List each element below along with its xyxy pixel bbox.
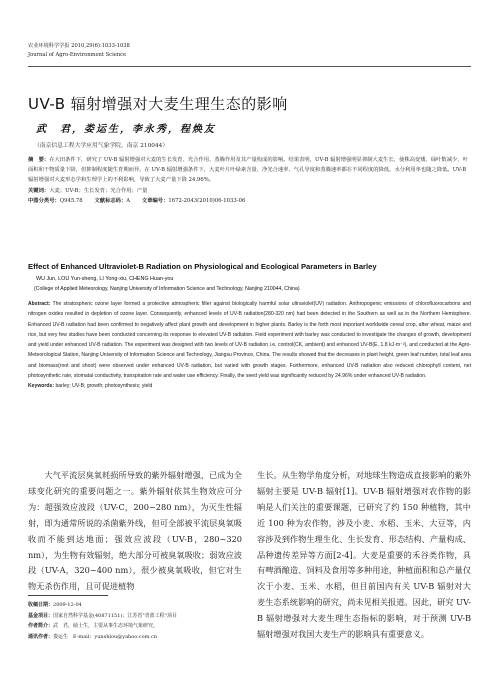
corresponding-label: 通讯作者： (28, 633, 54, 640)
keywords-cn: 大麦；UV-B；生长发育；光合作用；产量 (49, 187, 148, 194)
journal-name-en: Journal of Agro-Environment Science (28, 51, 127, 58)
affiliation-cn: （南京信息工程大学应用气象学院，南京 210044） (34, 143, 169, 149)
corresponding-author: 娄运生 E-mail：yunshlou@yahoo.com.cn (53, 633, 157, 640)
body-column-left (28, 468, 242, 595)
abstract-cn-text: 在大田条件下，研究了 UV-B 辐射增强对大麦的生长发育、光合作用、蒸腾作用及其产量构成的影响。结果表明，UV-B 辐射增强明显抑制大麦生长，使株高变矮、绿叶数减少、叶面积和干物质量下降，但抑制程度随生育期而异。在 UV-B 辐射增强条件下，大麦叶片叶绿素含量、净光合速率、气孔导度和蒸腾速率都在不同程度的降低，水分利用率也随之降低。UV-B 辐射增强对大麦形态学和生理学上的不利影响，导致了大麦产量下降 24.96%。 (28, 157, 468, 184)
abstract-cn-label: 摘 要： (28, 157, 50, 163)
authors-en: WU Jun, LOU Yun-sheng, LI Yong-xiu, CHENG Huan-you (36, 276, 174, 282)
authors-cn: 武 君，娄运生，李永秀，程焕友 (36, 124, 216, 135)
author-bio-label: 作者简介： (28, 623, 54, 629)
clc-label: 中图分类号： (28, 197, 60, 204)
footnote (28, 600, 242, 642)
abstract-cn (28, 155, 471, 206)
paper-title-en: Effect of Enhanced Ultraviolet-B Radiation on Physiological and Ecological Parameters in Barley (28, 262, 377, 271)
footnote-rule (28, 595, 108, 596)
clc-value: Q945.78 (59, 197, 83, 204)
article-id-value: 1672-2043(2010)06-1033-06 (168, 197, 246, 204)
journal-header (28, 42, 130, 59)
received-date: 2009-12-04 (53, 602, 82, 608)
fund-label: 基金项目： (28, 612, 54, 619)
received-label: 收稿日期： (28, 602, 54, 608)
paper-title-cn: UV-B 辐射增强对大麦生理生态的影响 (28, 95, 288, 113)
keywords-en: barley; UV-B; growth; photosynthesis; yield (55, 383, 153, 389)
doc-code-label: 文献标志码： (94, 197, 127, 204)
abstract-en-text: The stratospheric ozone layer formed a protective atmospheric filter against biologically harmful solar ultraviolet(UV) radiation. Anthropogenic emissions of chlorofluorocarbons and nitrogen oxides resulted in depletion of ozone layer. Consequently, enhanced levels of UV-B radiation(280-320 nm) had been detected in the Southern as well as in the Northern Hemisphere. Enhanced UV-B radiation had been confirmed to negatively affect plant growth and development in higher plants. Barley is the forth most important worldwide cereal crop, after wheat, maize and rice, but very few studies have been conducted concerning its response to elevated UV-B radiation. Field experiment with barley was conducted to investigate the changes of growth, development and yield under enhanced UV-B radiation. The experiment was designed with two levels of UV-B radiation i.e. control(CK, ambient) and enhanced UV-B(E, 1.8 kJ·m⁻²), and conducted at the Agro-Meteorological Station, Nanjing University of Information Science and Technology, Jiangsu Province, China. The results showed that the decreases in plant height, green leaf number, total leaf area and biomass(root and shoot) were observed under enhanced UV-B radiation, but varied with growth stages. Furthermore, enhanced UV-B radiation also reduced chlorophyll content, net photosynthetic rate, stomatal conductivity, transpiration rate and water use efficiency. Finally, the seed yield was significantly reduced by 24.96% under enhanced UV-B radiation. (28, 301, 471, 379)
journal-citation: 农业环境科学学报 2010,29(6):1033-1038 (28, 43, 130, 49)
header-rule (28, 66, 471, 67)
abstract-en-label: Abstract: (28, 301, 51, 307)
keywords-en-label: Keywords: (28, 383, 55, 389)
doc-code-value: A (126, 197, 131, 204)
body-column-right (257, 468, 471, 643)
affiliation-en: (College of Applied Meteorology, Nanjing University of Information Science and Technology, Nanjing 210044, China) (34, 286, 300, 292)
body-paragraph-left: 大气平流层臭氧耗损所导致的紫外辐射增强，已成为全球变化研究的重要问题之一。紫外辐射依其生物效应可分为：超强效应波段（UV-C，200~280 nm），为灭生性辐射，即为通常所说的杀菌紫外线，但可全部被平流层臭氧吸收而不能到达地面；强效应波段（UV-B，280~320 nm），为生物有效辐射，绝大部分可被臭氧吸收；弱效应波段（UV-A，320~400 nm），很少被臭氧吸收，但它对生物无杀伤作用，且可促进植物 (28, 470, 242, 592)
keywords-cn-label: 关键词： (28, 187, 50, 194)
abstract-en (28, 299, 471, 391)
fund-text: 国家自然科学基金(40871151)；江苏省"青蓝工程"项目 (53, 612, 177, 619)
article-id-label: 文章编号： (141, 197, 169, 204)
body-paragraph-right: 生长。从生物学角度分析，对地球生物造成直接影响的紫外辐射主要是 UV-B 辐射[1]。UV-B 辐射增强对农作物的影响是人们关注的重要课题，已研究了约 150 种植物，其中近 100 种为农作物，涉及小麦、水稻、玉米、大豆等，内容涉及到作物生理生化、生长发育、形态结构、产量构成、品种遗传差异等方面[2-4]。大麦是重要的禾谷类作物，具有啤酒酿造、饲料及食用等多种用途，种植面积和总产量仅次于小麦、玉米、水稻，但目前国内有关 UV-B 辐射对大麦生态系统影响的研究，尚未见相关报道。因此，研究 UV-B 辐射增强对大麦生理生态指标的影响，对于预测 UV-B 辐射增强对我国大麦生产的影响具有重要意义。 (257, 470, 471, 640)
author-bio: 武 君，硕士生，主要从事生态环境气象研究。 (53, 623, 159, 629)
